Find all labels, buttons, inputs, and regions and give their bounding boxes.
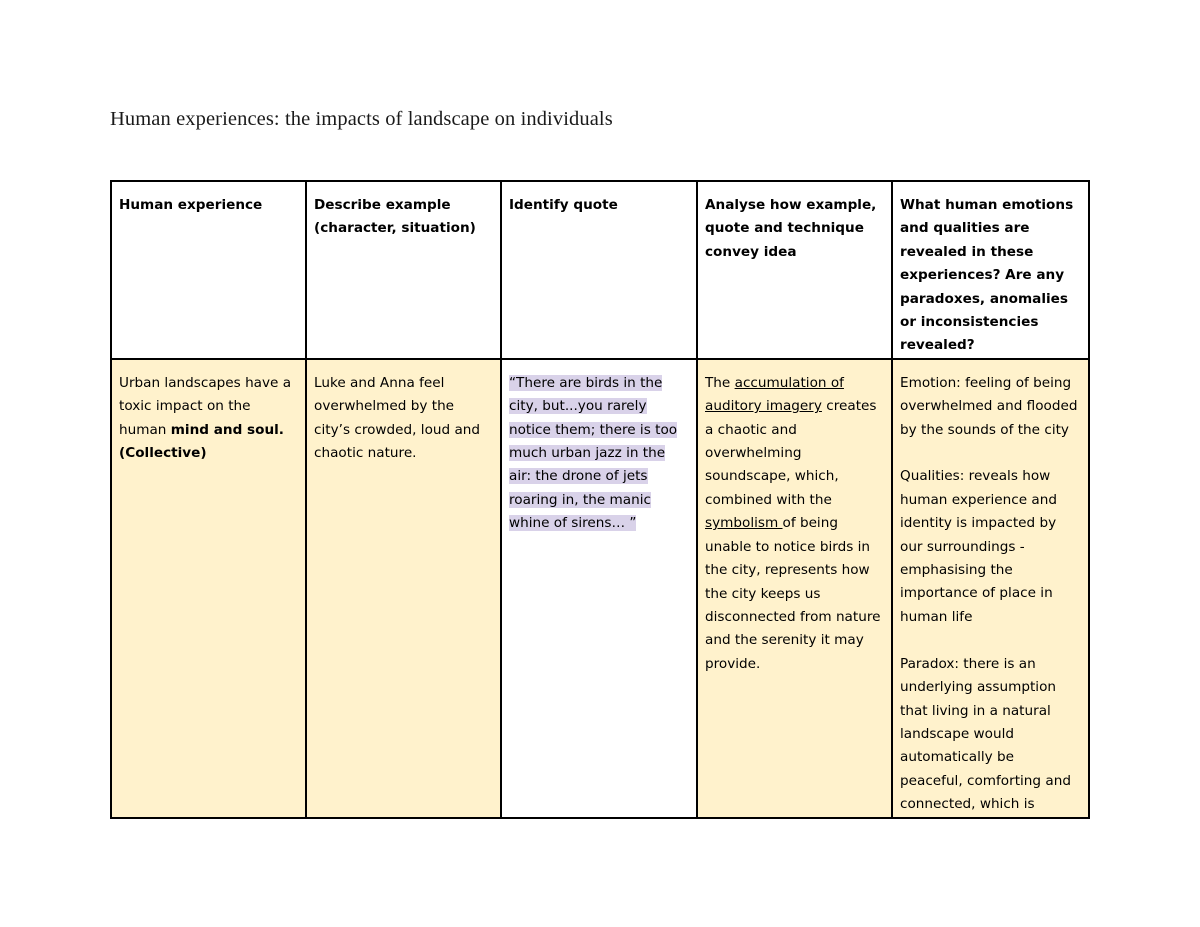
analysis-text-2: creates a chaotic and overwhelming soundscape, which, combined with the: [705, 398, 877, 508]
analysis-text-1: The: [705, 374, 735, 391]
cell-describe-example[interactable]: [306, 359, 501, 818]
emotion-paragraph: Emotion: feeling of being overwhelmed and flooded by the sounds of the city: [900, 374, 1078, 438]
header-identify-quote: Identify quote: [501, 181, 697, 359]
paragraph-spacer: [900, 629, 1080, 652]
cell-identify-quote[interactable]: [501, 359, 697, 818]
analysis-table: [110, 180, 1090, 819]
analysis-underline-auditory-imagery: accumulation of auditory imagery: [705, 374, 844, 415]
experience-text: Urban landscapes have a toxic impact on the human: [119, 374, 292, 438]
header-describe-example: Describe example (character, situation): [306, 181, 501, 359]
table-header-row: [111, 181, 1089, 359]
analysis-underline-symbolism: symbolism: [705, 515, 783, 532]
quote-text: “There are birds in the city, but...you rarely notice them; there is too much urban jazz in the air: the drone of jets roaring in, the manic whine of sirens… ”: [509, 374, 678, 532]
qualities-paragraph: Qualities: reveals how human experience and identity is impacted by our surroundings - emphasising the importance of place in human life: [900, 468, 1057, 625]
paradox-paragraph: Paradox: there is an underlying assumption that living in a natural landscape would automatically be peaceful, comforting and connected, which is: [900, 655, 1071, 813]
cell-human-experience[interactable]: [111, 359, 306, 818]
header-human-experience: Human experience: [111, 181, 306, 359]
analysis-text-3: of being unable to notice birds in the city, represents how the city keeps us disconnected from nature and the serenity it may provide.: [705, 515, 881, 672]
table-row: [111, 359, 1089, 818]
experience-bold-collective: (Collective): [119, 445, 207, 462]
example-text: Luke and Anna feel overwhelmed by the city’s crowded, loud and chaotic nature.: [314, 374, 481, 462]
cell-emotions-qualities[interactable]: [892, 359, 1089, 818]
paragraph-spacer: [900, 442, 1080, 465]
header-analyse: Analyse how example, quote and technique convey idea: [697, 181, 892, 359]
cell-analysis[interactable]: [697, 359, 892, 818]
header-emotions-qualities: What human emotions and qualities are revealed in these experiences? Are any paradoxes, anomalies or inconsistencies revealed?: [892, 181, 1089, 359]
experience-bold-mind-soul: mind and soul.: [170, 421, 284, 438]
page-title: Human experiences: the impacts of landscape on individuals: [110, 108, 613, 130]
